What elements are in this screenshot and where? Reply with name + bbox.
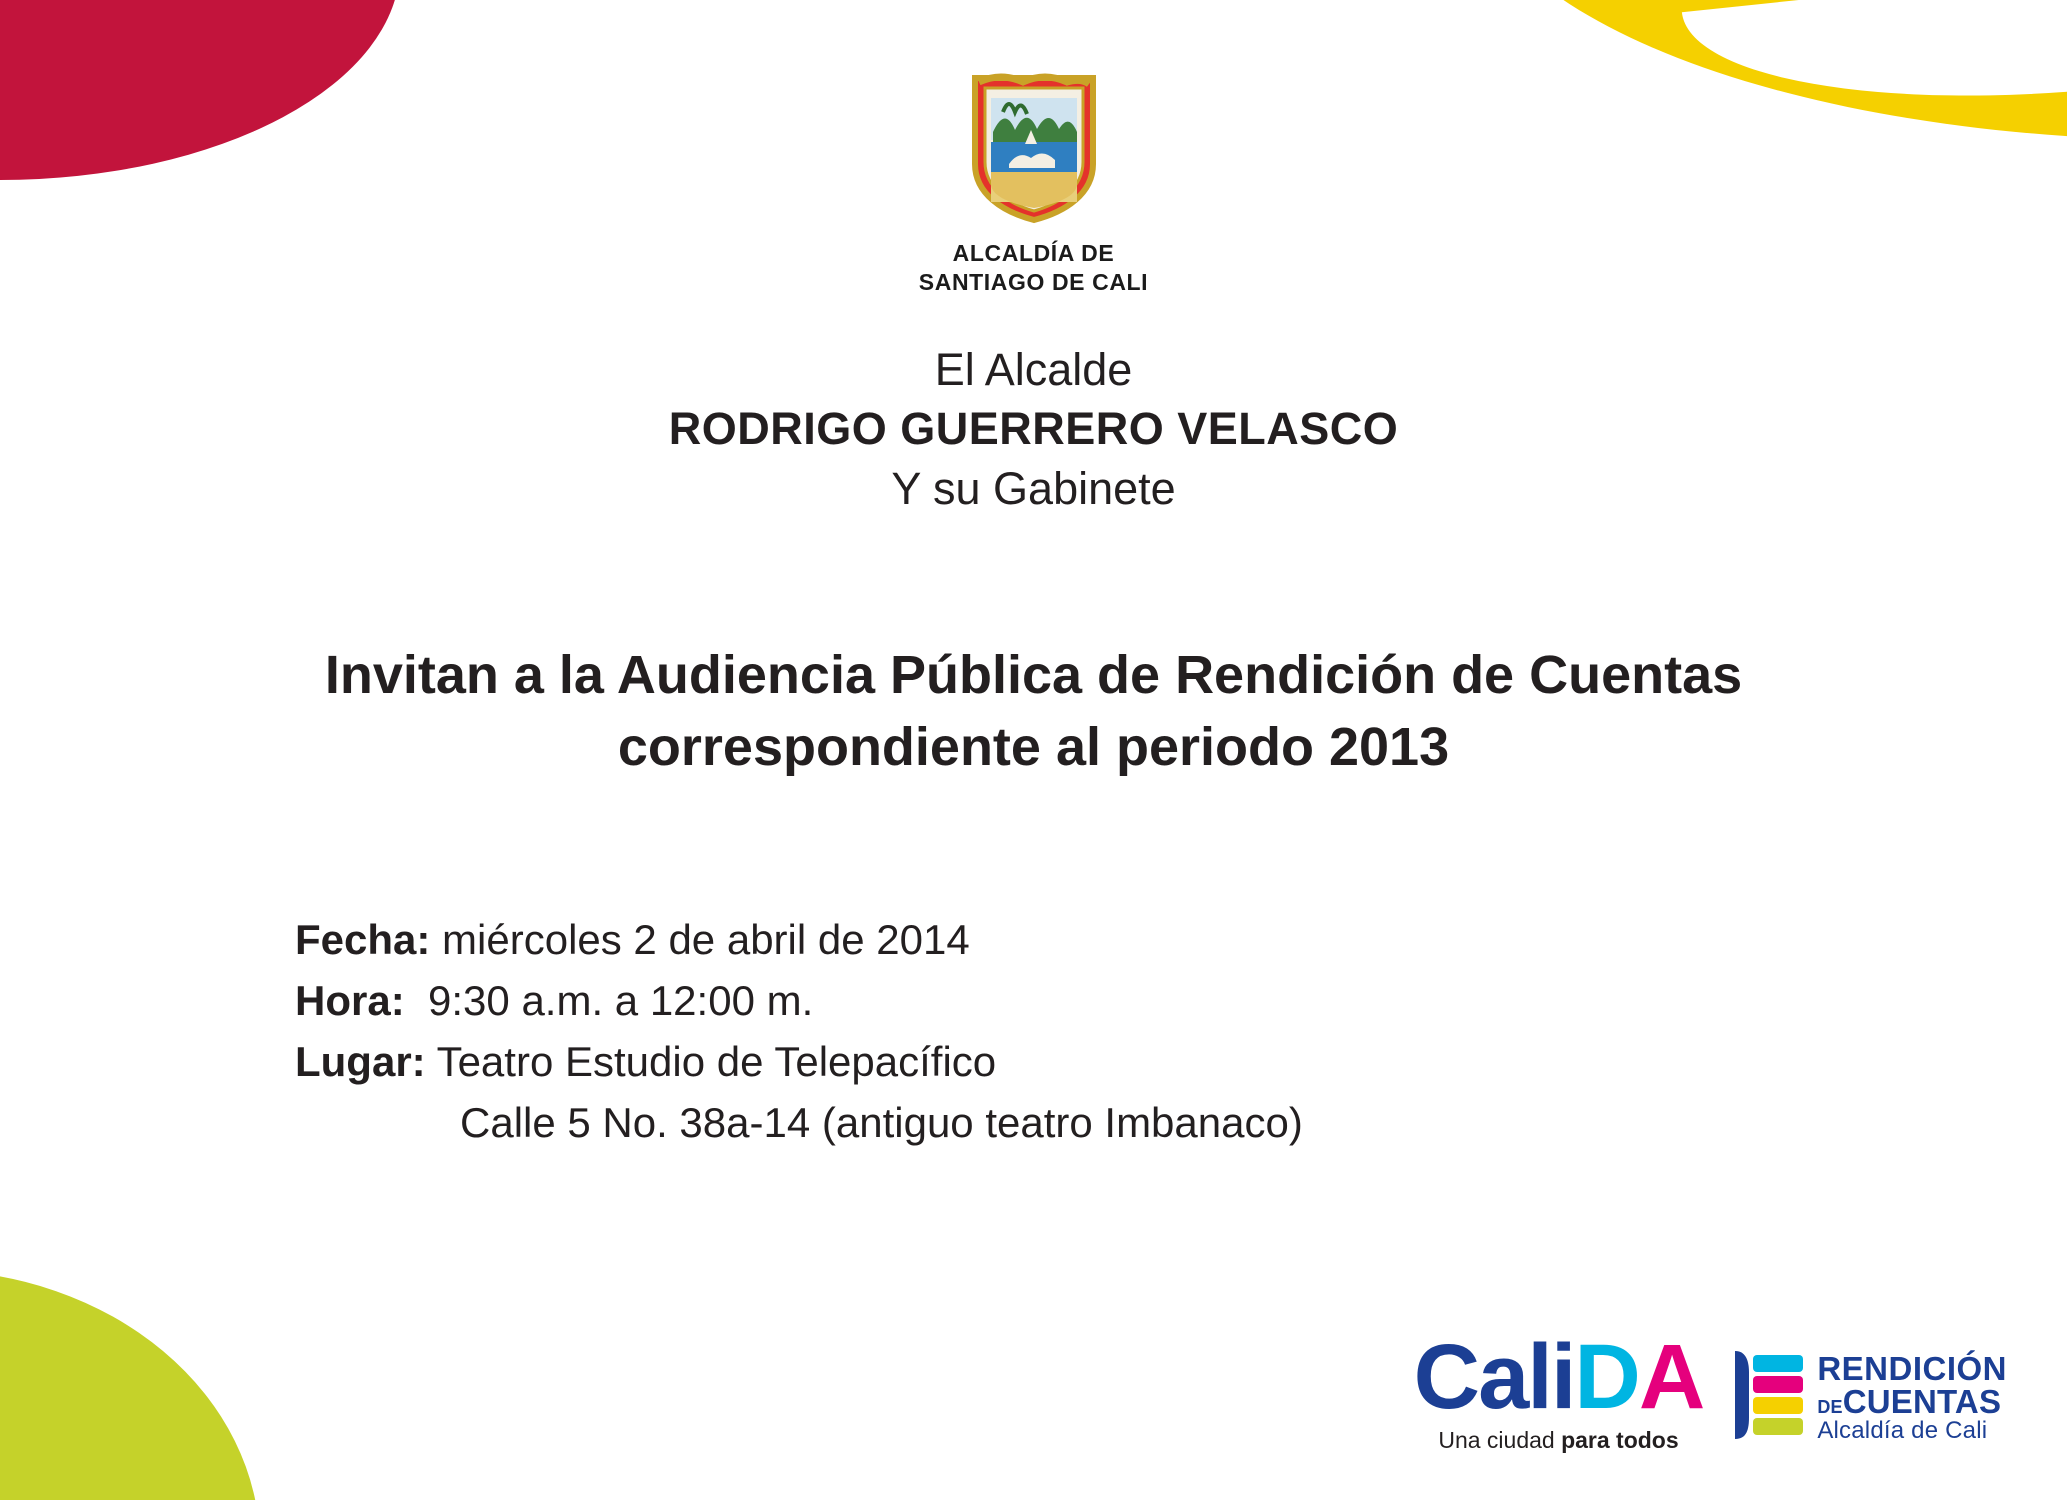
headline-line-2: correspondiente al periodo 2013 bbox=[617, 716, 1450, 777]
calida-logo bbox=[1413, 1325, 1704, 1453]
event-date-label: Fecha: bbox=[295, 916, 431, 963]
coat-of-arms-icon bbox=[969, 72, 1099, 224]
decorative-shape-bottom-left bbox=[0, 1270, 260, 1500]
crest-caption bbox=[0, 239, 2067, 298]
event-date-value: miércoles 2 de abril de 2014 bbox=[442, 916, 970, 963]
event-place-label: Lugar: bbox=[295, 1037, 426, 1085]
event-address-value: Calle 5 No. 38a-14 (antiguo teatro Imbanaco) bbox=[460, 1098, 1303, 1146]
calida-wordmark-part-3: A bbox=[1638, 1325, 1704, 1428]
calida-tagline bbox=[1414, 1429, 1704, 1452]
event-place-value: Teatro Estudio de Telepacífico bbox=[436, 1037, 997, 1085]
event-address-row bbox=[295, 1093, 1303, 1154]
rendicion-line-2-prefix: DE bbox=[1817, 1397, 1843, 1418]
headline-line-1: Invitan a la Audiencia Pública de Rendición de Cuentas bbox=[324, 645, 1743, 705]
intro-line-2: RODRIGO GUERRERO VELASCO bbox=[668, 403, 1399, 455]
rendicion-line-2-main: CUENTAS bbox=[1842, 1383, 2002, 1421]
event-details bbox=[295, 910, 1303, 1154]
rendicion-line-2 bbox=[1817, 1385, 2007, 1419]
intro-line-3: Y su Gabinete bbox=[891, 462, 1176, 514]
event-time-row bbox=[295, 971, 1303, 1032]
crest-caption-line-1: ALCALDÍA DE bbox=[952, 240, 1115, 266]
calida-tagline-light: Una ciudad bbox=[1438, 1427, 1562, 1453]
rendicion-text-block bbox=[1817, 1349, 2007, 1444]
event-time-value: 9:30 a.m. a 12:00 m. bbox=[428, 976, 814, 1024]
calida-tagline-bold: para todos bbox=[1561, 1427, 1679, 1453]
headline-block bbox=[120, 640, 1947, 784]
rendicion-cuentas-logo bbox=[1729, 1343, 2007, 1452]
calida-wordmark-part-2: D bbox=[1574, 1325, 1639, 1428]
rendicion-line-3: Alcaldía de Cali bbox=[1817, 1416, 1988, 1444]
calida-wordmark-part-1: Cali bbox=[1413, 1325, 1575, 1428]
rendicion-books-icon bbox=[1729, 1343, 1807, 1452]
event-date-row bbox=[295, 910, 1303, 971]
event-time-label: Hora: bbox=[295, 976, 405, 1024]
event-place-row bbox=[295, 1032, 1303, 1093]
calida-wordmark bbox=[1413, 1325, 1704, 1428]
crest-caption-line-2: SANTIAGO DE CALI bbox=[918, 269, 1149, 296]
intro-block bbox=[0, 340, 2067, 518]
intro-line-1: El Alcalde bbox=[934, 344, 1133, 395]
rendicion-line-1: RENDICIÓN bbox=[1817, 1349, 2007, 1387]
crest-block bbox=[0, 72, 2067, 298]
logo-group bbox=[1413, 1325, 2007, 1453]
